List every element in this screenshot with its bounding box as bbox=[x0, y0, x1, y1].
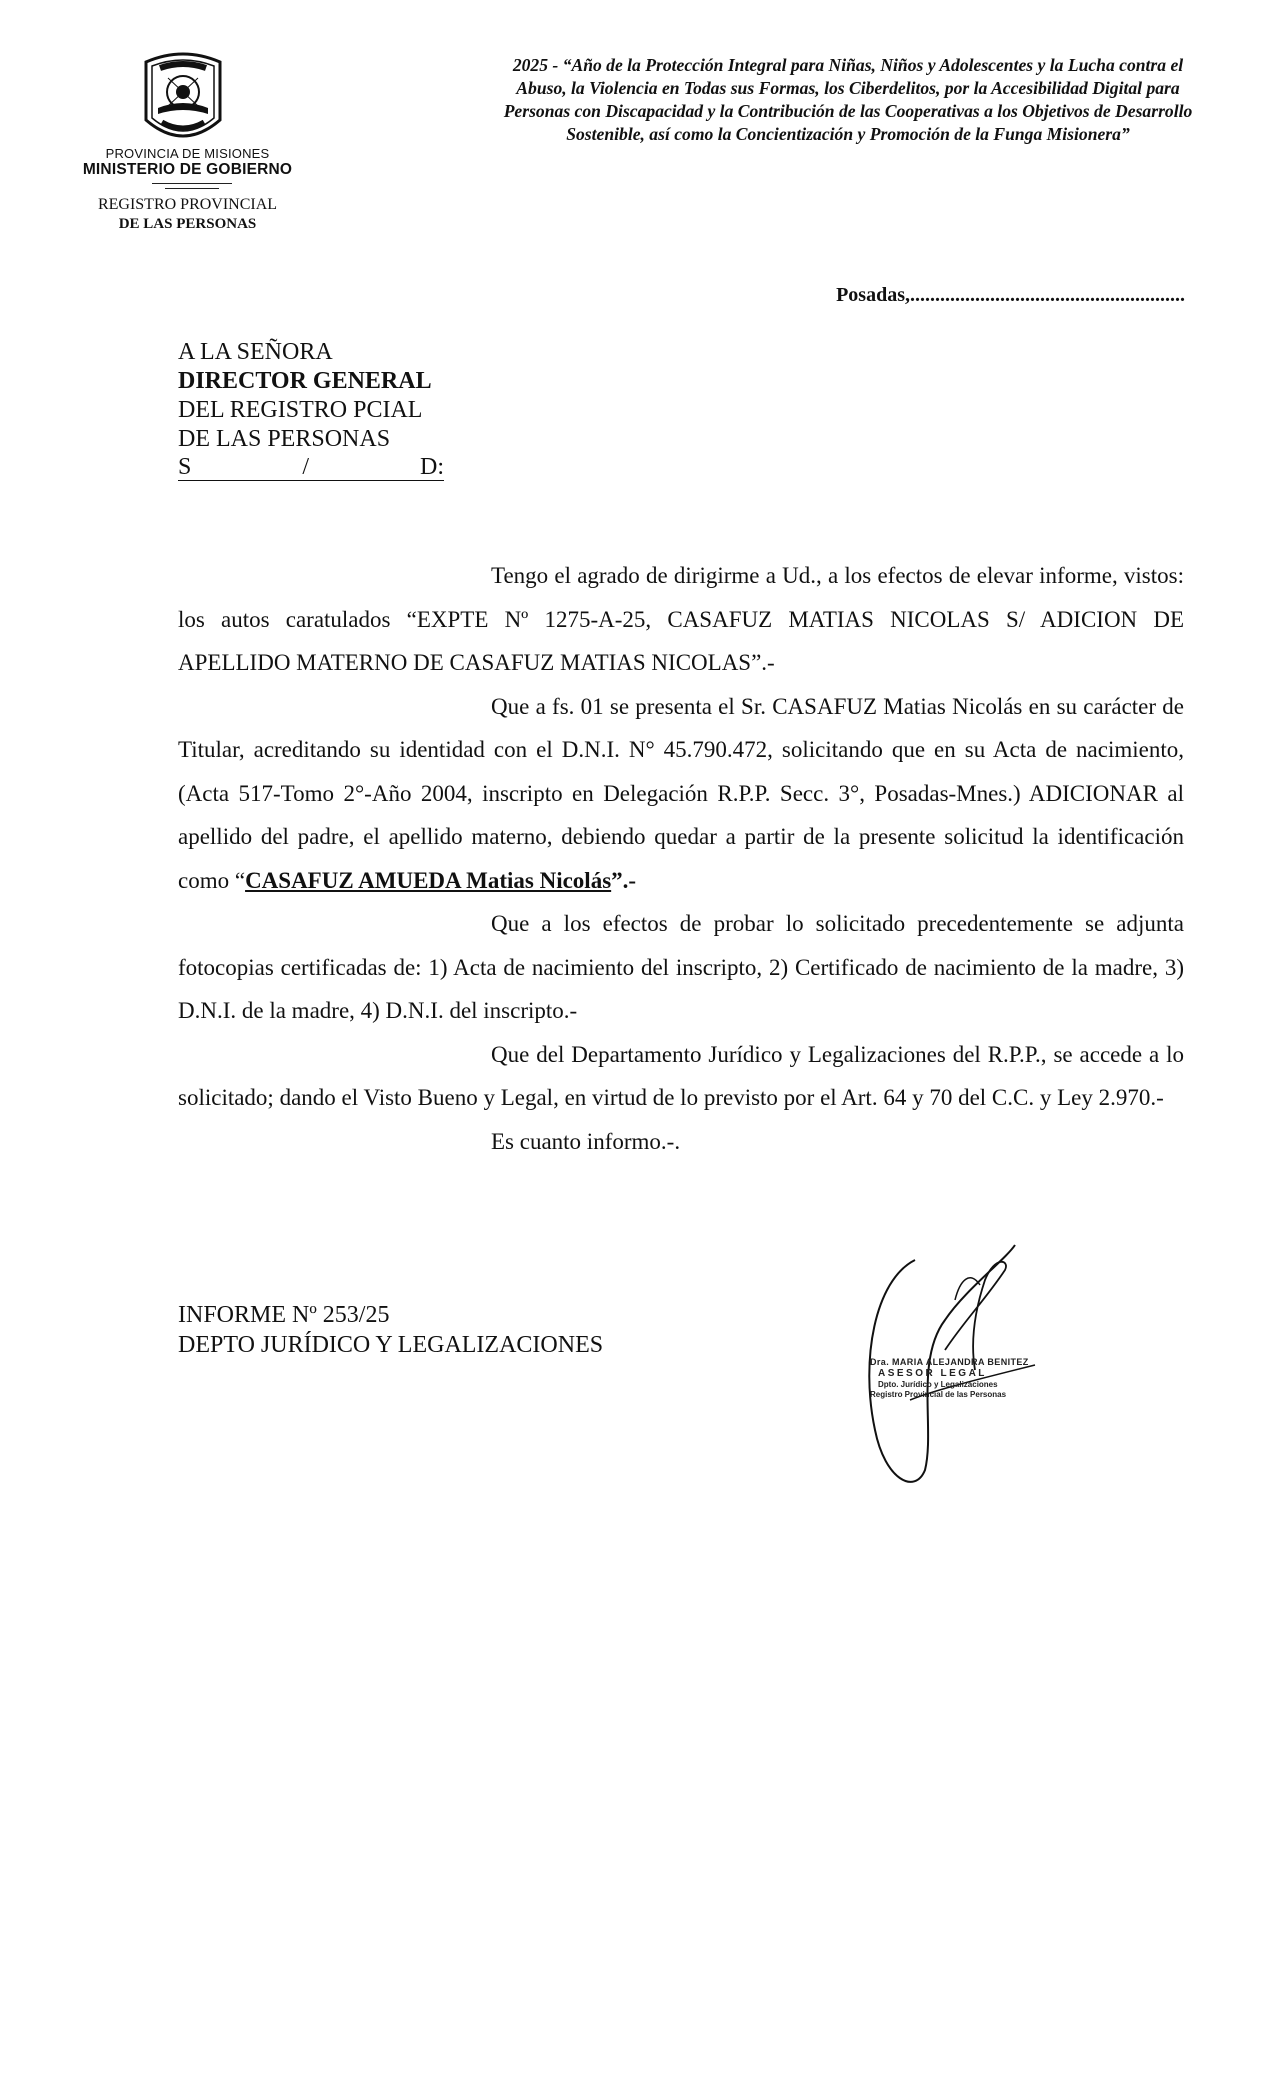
body-paragraph-4: Que del Departamento Jurídico y Legalizaciones del R.P.P., se accede a lo solicitado; dando el Visto Bueno y Legal, en virtud de lo previsto por el Art. 64 y 70 del C.C. y Ley 2.970.- bbox=[178, 1041, 1184, 1110]
header-divider-short bbox=[165, 188, 219, 189]
header-divider bbox=[152, 183, 232, 184]
sd-slash: / bbox=[302, 454, 310, 480]
addressee-line: A LA SEÑORA bbox=[178, 339, 333, 365]
addressee-line: DE LAS PERSONAS bbox=[178, 426, 391, 452]
place-date-line: Posadas,....................................................... bbox=[836, 284, 1185, 306]
ministry-name: MINISTERIO DE GOBIERNO bbox=[82, 161, 293, 178]
body-paragraph-1: Tengo el agrado de dirigirme a Ud., a los efectos de elevar informe, vistos: los autos caratulados “EXPTE Nº 1275-A-25, CASAFUZ MATIAS NICOLAS S/ ADICION DE APELLIDO MATERNO DE CASAFUZ MATIAS NICOLAS”.- bbox=[178, 563, 1184, 675]
body-paragraph-2-end: ”.- bbox=[611, 867, 637, 893]
registry-name-line2: DE LAS PERSONAS bbox=[118, 216, 257, 232]
body-paragraph-2-text: Que a fs. 01 se presenta el Sr. CASAFUZ Matias Nicolás en su carácter de Titular, acreditando su identidad con el D.N.I. N° 45.790.472, solicitando que en su Acta de nacimiento, (Acta 517-Tomo 2°-Año 2004, inscripto en Delegación R.P.P. Secc. 3°, Posadas-Mnes.) ADICIONAR al apellido del padre, el apellido materno, debiendo quedar a partir de la presente solicitud la identificación como “ bbox=[178, 693, 1184, 893]
year-motto: 2025 - “Año de la Protección Integral para Niñas, Niños y Adolescentes y la Lucha contra el Abuso, la Violencia en Todas sus Formas, los Ciberdelitos, por la Accesibilidad Digital para Personas con Discapacidad y la Contribución de las Cooperativas a los Objetivos de Desarrollo Sostenible, así como la Concientización y Promoción de la Funga Misionera” bbox=[503, 55, 1193, 144]
body-paragraph-5: Es cuanto informo.-. bbox=[491, 1128, 681, 1154]
stamp-title: ASESOR LEGAL bbox=[878, 1368, 987, 1379]
body-paragraph-2 bbox=[178, 685, 1184, 903]
body-paragraph-3: Que a los efectos de probar lo solicitado precedentemente se adjunta fotocopias certificadas de: 1) Acta de nacimiento del inscripto, 2) Certificado de nacimiento de la madre, 3) D.N.I. de la madre, 4) D.N.I. del inscripto.- bbox=[178, 911, 1184, 1023]
sd-s: S bbox=[178, 454, 192, 480]
province-name: PROVINCIA DE MISIONES bbox=[105, 146, 270, 161]
stamp-department: Dpto. Jurídico y Legalizaciones bbox=[878, 1380, 998, 1389]
report-department: DEPTO JURÍDICO Y LEGALIZACIONES bbox=[178, 1332, 604, 1358]
addressee-line: DEL REGISTRO PCIAL bbox=[178, 397, 423, 423]
stamp-registry: Registro Provincial de las Personas bbox=[870, 1390, 1007, 1399]
addressee-block bbox=[178, 338, 458, 481]
sd-d: D: bbox=[420, 454, 444, 480]
report-body bbox=[178, 554, 1184, 1163]
report-reference bbox=[178, 1300, 603, 1360]
sd-line bbox=[178, 454, 444, 481]
addressee-title: DIRECTOR GENERAL bbox=[178, 368, 432, 394]
new-identity-name: CASAFUZ AMUEDA Matias Nicolás bbox=[245, 867, 612, 893]
provincial-seal-logo bbox=[138, 48, 228, 150]
registry-name-line1: REGISTRO PROVINCIAL bbox=[97, 196, 278, 213]
stamp-name: Dra. MARIA ALEJANDRA BENITEZ bbox=[870, 1357, 1029, 1367]
report-number: INFORME Nº 253/25 bbox=[178, 1302, 390, 1328]
